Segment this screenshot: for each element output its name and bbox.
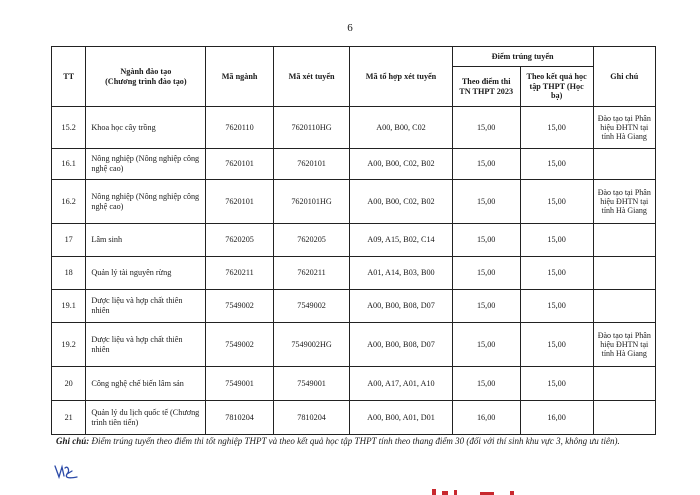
cell-note: Đào tạo tại Phân hiệu ĐHTN tại tỉnh Hà Giang bbox=[593, 180, 655, 224]
cell-admission-code: 7549002 bbox=[273, 290, 350, 323]
cell-combination: A00, B00, B08, D07 bbox=[350, 290, 452, 323]
cell-combination: A09, A15, B02, C14 bbox=[350, 224, 452, 257]
cell-major-code: 7620101 bbox=[206, 149, 273, 180]
cell-major-code: 7549002 bbox=[206, 290, 273, 323]
cell-score-exam: 15,00 bbox=[452, 224, 520, 257]
cell-combination: A00, B00, C02, B02 bbox=[350, 180, 452, 224]
table-row bbox=[52, 290, 656, 323]
header-score-transcript: Theo kết quả học tập THPT (Học bạ) bbox=[520, 67, 593, 107]
table-row bbox=[52, 224, 656, 257]
cell-major-code: 7549002 bbox=[206, 323, 273, 367]
cell-score-transcript: 15,00 bbox=[520, 180, 593, 224]
cell-score-transcript: 15,00 bbox=[520, 367, 593, 401]
cell-score-exam: 16,00 bbox=[452, 401, 520, 435]
cell-major-code: 7620205 bbox=[206, 224, 273, 257]
cell-score-exam: 15,00 bbox=[452, 149, 520, 180]
table-row bbox=[52, 180, 656, 224]
cell-score-transcript: 15,00 bbox=[520, 257, 593, 290]
cell-score-transcript: 15,00 bbox=[520, 224, 593, 257]
table-row bbox=[52, 107, 656, 149]
cell-major: Dược liệu và hợp chất thiên nhiên bbox=[86, 290, 206, 323]
cell-tt: 19.2 bbox=[52, 323, 86, 367]
header-major-line1: Ngành đào tạo bbox=[120, 67, 172, 77]
cell-combination: A00, B00, C02 bbox=[350, 107, 452, 149]
handwritten-initials-icon bbox=[52, 461, 80, 483]
cell-tt: 15.2 bbox=[52, 107, 86, 149]
cell-tt: 18 bbox=[52, 257, 86, 290]
cell-score-exam: 15,00 bbox=[452, 180, 520, 224]
cell-combination: A01, A14, B03, B00 bbox=[350, 257, 452, 290]
header-score-group: Điểm trúng tuyển bbox=[452, 47, 593, 67]
cell-note bbox=[593, 290, 655, 323]
cell-major: Dược liệu và hợp chất thiên nhiên bbox=[86, 323, 206, 367]
cell-score-exam: 15,00 bbox=[452, 367, 520, 401]
table-row bbox=[52, 367, 656, 401]
cell-admission-code: 7549001 bbox=[273, 367, 350, 401]
cell-note bbox=[593, 149, 655, 180]
cell-major-code: 7620110 bbox=[206, 107, 273, 149]
cell-major: Khoa học cây trồng bbox=[86, 107, 206, 149]
table-row bbox=[52, 323, 656, 367]
cell-tt: 16.2 bbox=[52, 180, 86, 224]
header-score-exam: Theo điểm thi TN THPT 2023 bbox=[452, 67, 520, 107]
cell-combination: A00, B00, A01, D01 bbox=[350, 401, 452, 435]
header-major-code: Mã ngành bbox=[206, 47, 273, 107]
cell-major-code: 7620101 bbox=[206, 180, 273, 224]
table-row bbox=[52, 257, 656, 290]
cell-score-transcript: 15,00 bbox=[520, 290, 593, 323]
red-stamp-edge-icon bbox=[432, 486, 527, 495]
cell-score-transcript: 15,00 bbox=[520, 107, 593, 149]
cell-major: Nông nghiệp (Nông nghiệp công nghệ cao) bbox=[86, 149, 206, 180]
cell-score-transcript: 16,00 bbox=[520, 401, 593, 435]
header-combination: Mã tổ hợp xét tuyển bbox=[350, 47, 452, 107]
cell-admission-code: 7620101 bbox=[273, 149, 350, 180]
cell-major: Quản lý tài nguyên rừng bbox=[86, 257, 206, 290]
table-row bbox=[52, 401, 656, 435]
cell-note bbox=[593, 257, 655, 290]
cell-major-code: 7620211 bbox=[206, 257, 273, 290]
cell-admission-code: 7549002HG bbox=[273, 323, 350, 367]
footnote bbox=[56, 435, 656, 447]
cell-score-exam: 15,00 bbox=[452, 107, 520, 149]
header-tt: TT bbox=[52, 47, 86, 107]
header-major-line2: (Chương trình đào tạo) bbox=[105, 76, 187, 86]
cell-tt: 20 bbox=[52, 367, 86, 401]
table-row bbox=[52, 149, 656, 180]
header-note: Ghi chú bbox=[593, 47, 655, 107]
cell-major: Quản lý du lịch quốc tế (Chương trình tiên tiến) bbox=[86, 401, 206, 435]
cell-tt: 17 bbox=[52, 224, 86, 257]
cell-major-code: 7810204 bbox=[206, 401, 273, 435]
admission-score-table bbox=[51, 46, 656, 435]
cell-major-code: 7549001 bbox=[206, 367, 273, 401]
cell-note bbox=[593, 401, 655, 435]
cell-tt: 19.1 bbox=[52, 290, 86, 323]
cell-note: Đào tạo tại Phân hiệu ĐHTN tại tỉnh Hà Giang bbox=[593, 323, 655, 367]
cell-score-exam: 15,00 bbox=[452, 323, 520, 367]
cell-admission-code: 7620211 bbox=[273, 257, 350, 290]
cell-combination: A00, A17, A01, A10 bbox=[350, 367, 452, 401]
header-major bbox=[86, 47, 206, 107]
cell-admission-code: 7620205 bbox=[273, 224, 350, 257]
cell-tt: 16.1 bbox=[52, 149, 86, 180]
cell-note bbox=[593, 367, 655, 401]
cell-tt: 21 bbox=[52, 401, 86, 435]
page-number: 6 bbox=[347, 22, 353, 34]
cell-note bbox=[593, 224, 655, 257]
cell-major: Nông nghiệp (Nông nghiệp công nghệ cao) bbox=[86, 180, 206, 224]
cell-combination: A00, B00, C02, B02 bbox=[350, 149, 452, 180]
header-admission-code: Mã xét tuyển bbox=[273, 47, 350, 107]
cell-admission-code: 7620110HG bbox=[273, 107, 350, 149]
cell-score-exam: 15,00 bbox=[452, 290, 520, 323]
cell-admission-code: 7810204 bbox=[273, 401, 350, 435]
footnote-text: Điểm trúng tuyển theo điểm thi tốt nghiệp THPT và theo kết quả học tập THPT tính theo thang điểm 30 (đối với thí sinh khu vực 3, không ưu tiên). bbox=[91, 436, 620, 446]
cell-admission-code: 7620101HG bbox=[273, 180, 350, 224]
cell-score-transcript: 15,00 bbox=[520, 149, 593, 180]
cell-major: Công nghệ chế biến lâm sản bbox=[86, 367, 206, 401]
cell-score-exam: 15,00 bbox=[452, 257, 520, 290]
cell-combination: A00, B00, B08, D07 bbox=[350, 323, 452, 367]
cell-note: Đào tạo tại Phân hiệu ĐHTN tại tỉnh Hà Giang bbox=[593, 107, 655, 149]
cell-major: Lâm sinh bbox=[86, 224, 206, 257]
footnote-label: Ghi chú: bbox=[56, 436, 90, 446]
cell-score-transcript: 15,00 bbox=[520, 323, 593, 367]
